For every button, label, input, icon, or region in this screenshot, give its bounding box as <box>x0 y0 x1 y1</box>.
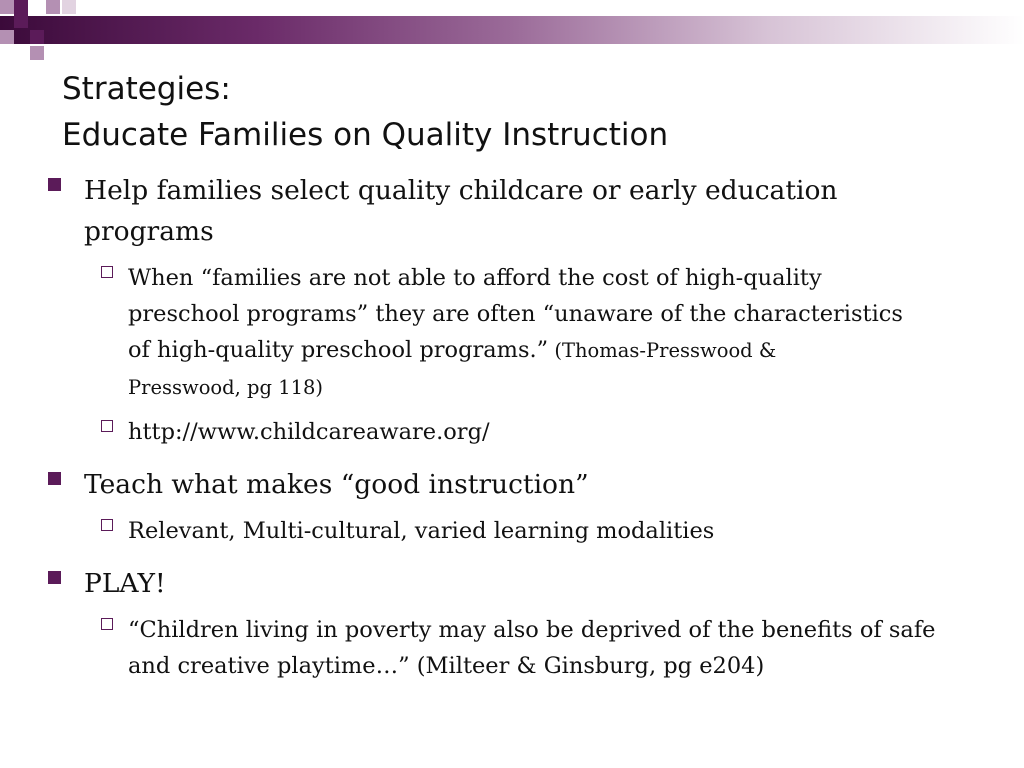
square-bullet-icon <box>48 571 61 584</box>
hollow-square-bullet-icon <box>101 266 113 278</box>
bullet-item-3 <box>44 563 964 604</box>
hollow-square-bullet-icon <box>101 519 113 531</box>
sub-bullet-item <box>44 260 964 406</box>
bullet-text: Help families select quality childcare or early education <box>84 175 838 206</box>
title-line-2: Educate Families on Quality Instruction <box>62 117 669 153</box>
title-line-1: Strategies: <box>62 71 231 107</box>
hollow-square-bullet-icon <box>101 420 113 432</box>
sub-bullet-text: of high-quality preschool programs.” <box>128 337 549 363</box>
square-bullet-icon <box>48 178 61 191</box>
slide-title <box>62 66 962 158</box>
hollow-square-bullet-icon <box>101 618 113 630</box>
sub-bullet-item <box>44 612 964 684</box>
bullet-text: PLAY! <box>84 568 166 599</box>
decorative-square <box>14 14 28 28</box>
bullet-text: programs <box>84 216 214 247</box>
decorative-square <box>30 30 44 44</box>
decorative-square <box>46 0 60 14</box>
header-banner <box>0 16 1024 44</box>
square-bullet-icon <box>48 472 61 485</box>
bullet-item-1 <box>44 170 964 252</box>
decorative-square <box>30 46 44 60</box>
citation: (Thomas-Presswood & <box>548 339 777 362</box>
sub-bullet-item <box>44 513 964 549</box>
slide-body <box>44 170 964 684</box>
sub-bullet-item <box>44 414 964 450</box>
sub-bullet-text: “Children living in poverty may also be deprived of the benefits of safe <box>128 617 936 643</box>
sub-bullet-text: Relevant, Multi-cultural, varied learning modalities <box>128 518 715 544</box>
decorative-square <box>14 0 28 14</box>
sub-bullet-text: When “families are not able to afford the cost of high-quality <box>128 265 822 291</box>
sub-bullet-text: and creative playtime…” (Milteer & Ginsburg, pg e204) <box>128 653 765 679</box>
bullet-text: Teach what makes “good instruction” <box>84 469 589 500</box>
decorative-square <box>0 0 14 14</box>
url-text: http://www.childcareaware.org/ <box>128 419 490 445</box>
decorative-square <box>0 30 14 44</box>
sub-bullet-text: preschool programs” they are often “unaware of the characteristics <box>128 301 903 327</box>
citation: Presswood, pg 118) <box>128 376 324 399</box>
bullet-item-2 <box>44 464 964 505</box>
decorative-square <box>62 0 76 14</box>
